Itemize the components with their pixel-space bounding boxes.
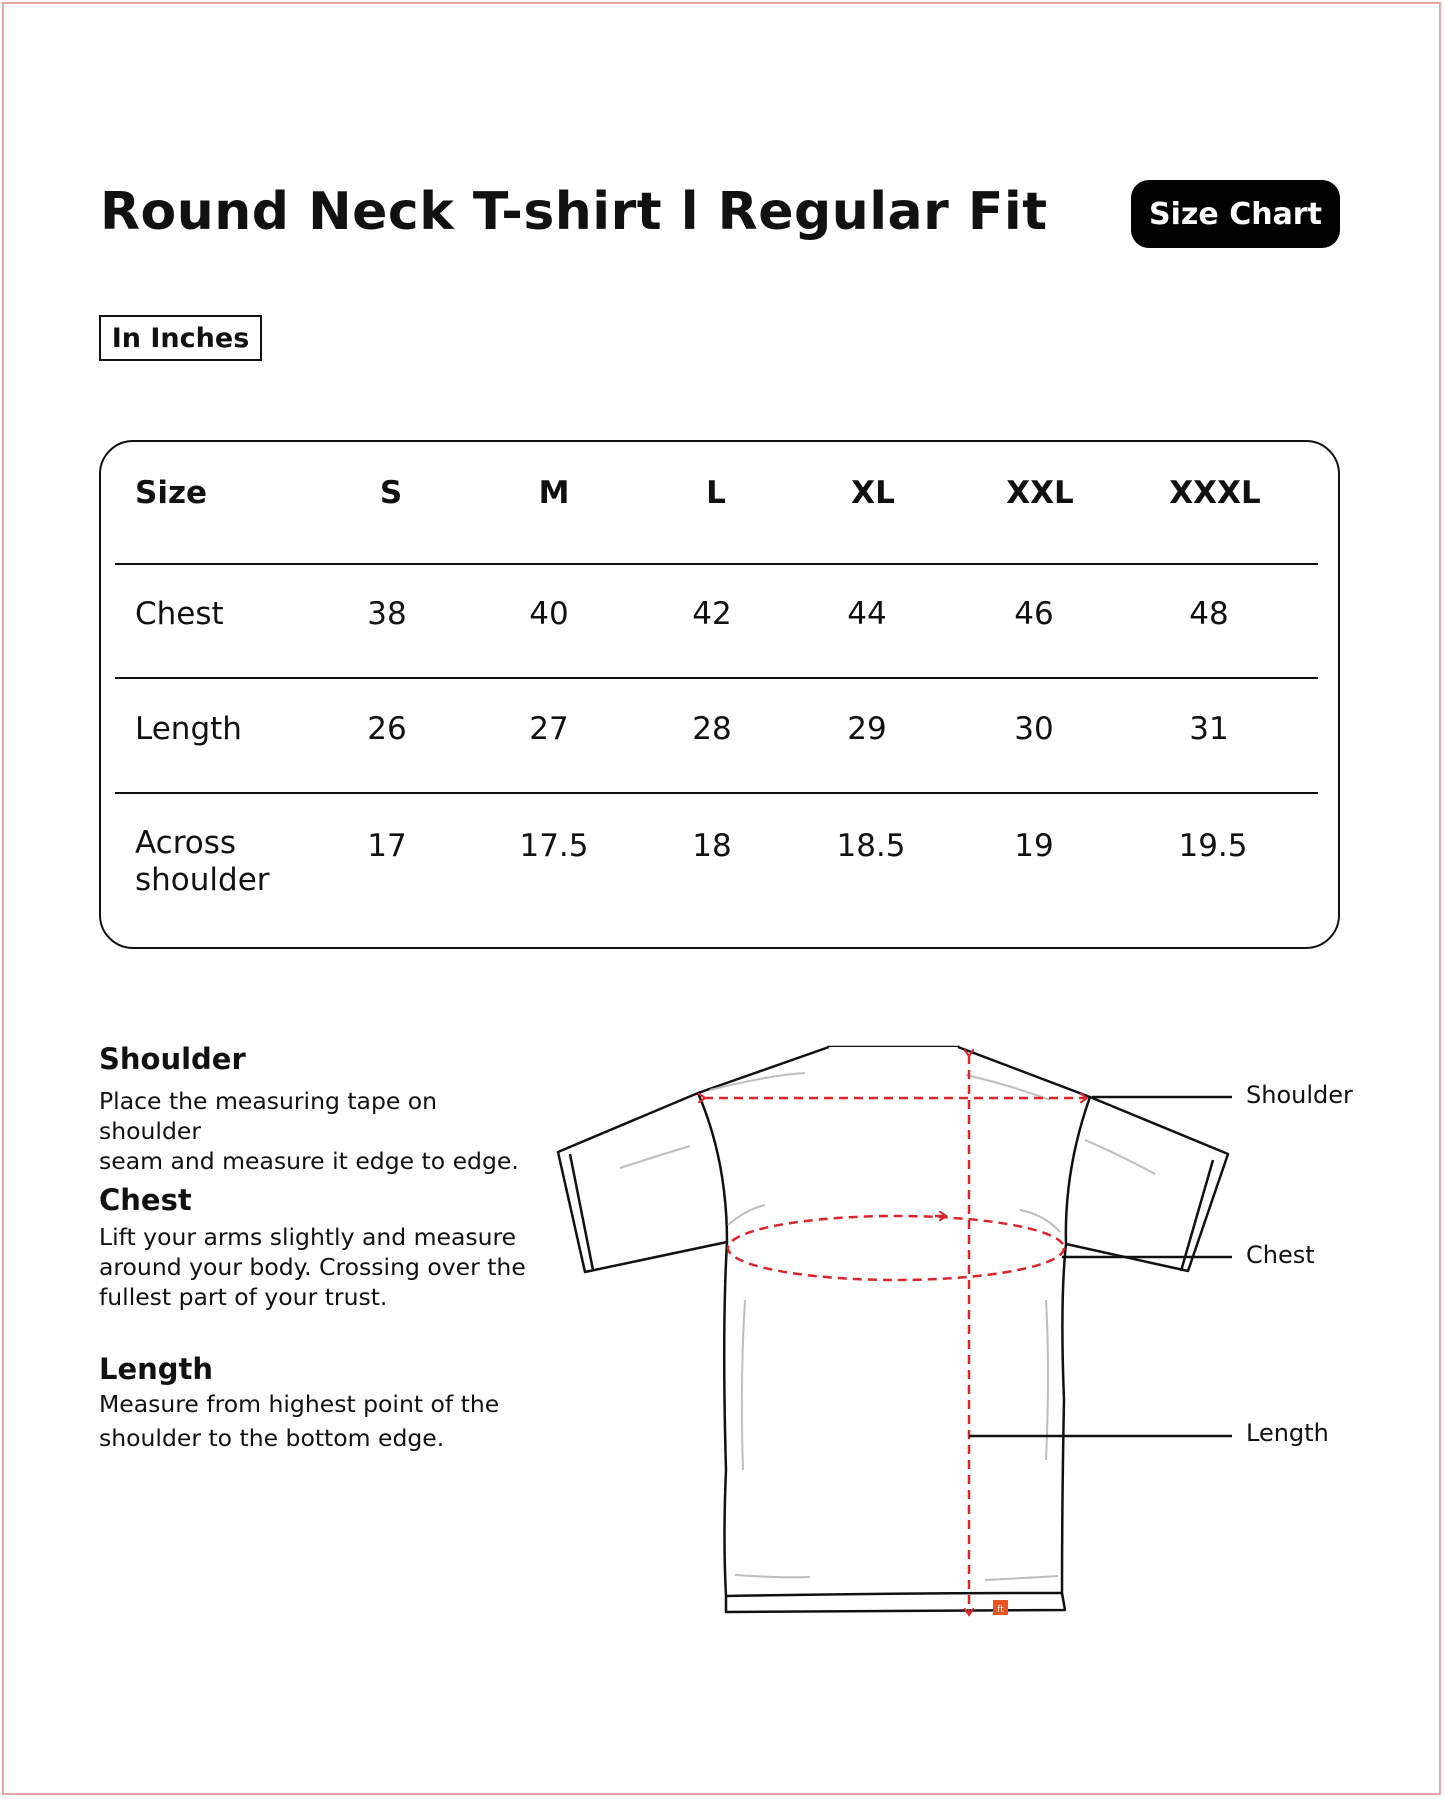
size-table <box>99 440 1340 949</box>
size-column-l: L <box>706 475 726 511</box>
shoulder-value-m: 17.5 <box>519 828 589 864</box>
table-divider <box>115 677 1318 679</box>
row-label-line: Across <box>135 825 237 861</box>
shoulder-value-l: 18 <box>692 828 732 864</box>
units-label: In Inches <box>99 315 262 361</box>
row-label-length: Length <box>135 711 242 747</box>
guide-heading-length: Length <box>99 1352 214 1386</box>
page-title: Round Neck T-shirt l Regular Fit <box>100 182 1048 242</box>
shoulder-value-xxl: 19 <box>1014 828 1054 864</box>
guide-text-shoulder <box>99 1086 539 1176</box>
hem-tag-glyph: ft <box>997 1605 1004 1615</box>
shoulder-value-s: 17 <box>367 828 407 864</box>
row-label-line: shoulder <box>135 862 270 898</box>
size-column-xxl: XXL <box>1006 475 1074 511</box>
chest-value-xl: 44 <box>847 596 887 632</box>
length-value-l: 28 <box>692 711 732 747</box>
guide-line: around your body. Crossing over the <box>99 1253 526 1281</box>
shoulder-value-xl: 18.5 <box>836 828 906 864</box>
chest-value-xxl: 46 <box>1014 596 1054 632</box>
chest-value-s: 38 <box>367 596 407 632</box>
length-value-s: 26 <box>367 711 407 747</box>
table-divider <box>115 563 1318 565</box>
guide-line: shoulder to the bottom edge. <box>99 1424 445 1452</box>
guide-line: Lift your arms slightly and measure <box>99 1223 517 1251</box>
guide-text-length <box>99 1389 539 1453</box>
length-value-xxl: 30 <box>1014 711 1054 747</box>
guide-line: Place the measuring tape on shoulder <box>99 1087 438 1145</box>
shoulder-value-xxxl: 19.5 <box>1178 828 1248 864</box>
row-label-chest: Chest <box>135 596 224 632</box>
size-column-xl: XL <box>851 475 895 511</box>
length-value-xl: 29 <box>847 711 887 747</box>
size-chart-badge: Size Chart <box>1131 180 1340 248</box>
guide-line: Measure from highest point of the <box>99 1390 500 1418</box>
table-header-size: Size <box>135 475 208 511</box>
table-divider <box>115 792 1318 794</box>
chest-value-m: 40 <box>529 596 569 632</box>
length-value-m: 27 <box>529 711 569 747</box>
callout-label-shoulder: Shoulder <box>1246 1081 1353 1109</box>
shirt-outline <box>558 1047 1228 1612</box>
guide-heading-chest: Chest <box>99 1183 192 1217</box>
guide-line: seam and measure it edge to edge. <box>99 1147 519 1175</box>
callout-label-chest: Chest <box>1246 1241 1315 1269</box>
size-column-xxxl: XXXL <box>1169 475 1261 511</box>
guide-text-chest <box>99 1222 539 1312</box>
length-value-xxxl: 31 <box>1189 711 1229 747</box>
tshirt-diagram <box>555 1040 1250 1630</box>
row-label-across-shoulder <box>135 825 270 899</box>
chest-value-l: 42 <box>692 596 732 632</box>
size-column-s: S <box>379 475 403 511</box>
guide-heading-shoulder: Shoulder <box>99 1042 246 1076</box>
guide-line: fullest part of your trust. <box>99 1283 388 1311</box>
chest-value-xxxl: 48 <box>1189 596 1229 632</box>
size-column-m: M <box>538 475 570 511</box>
callout-label-length: Length <box>1246 1419 1329 1447</box>
